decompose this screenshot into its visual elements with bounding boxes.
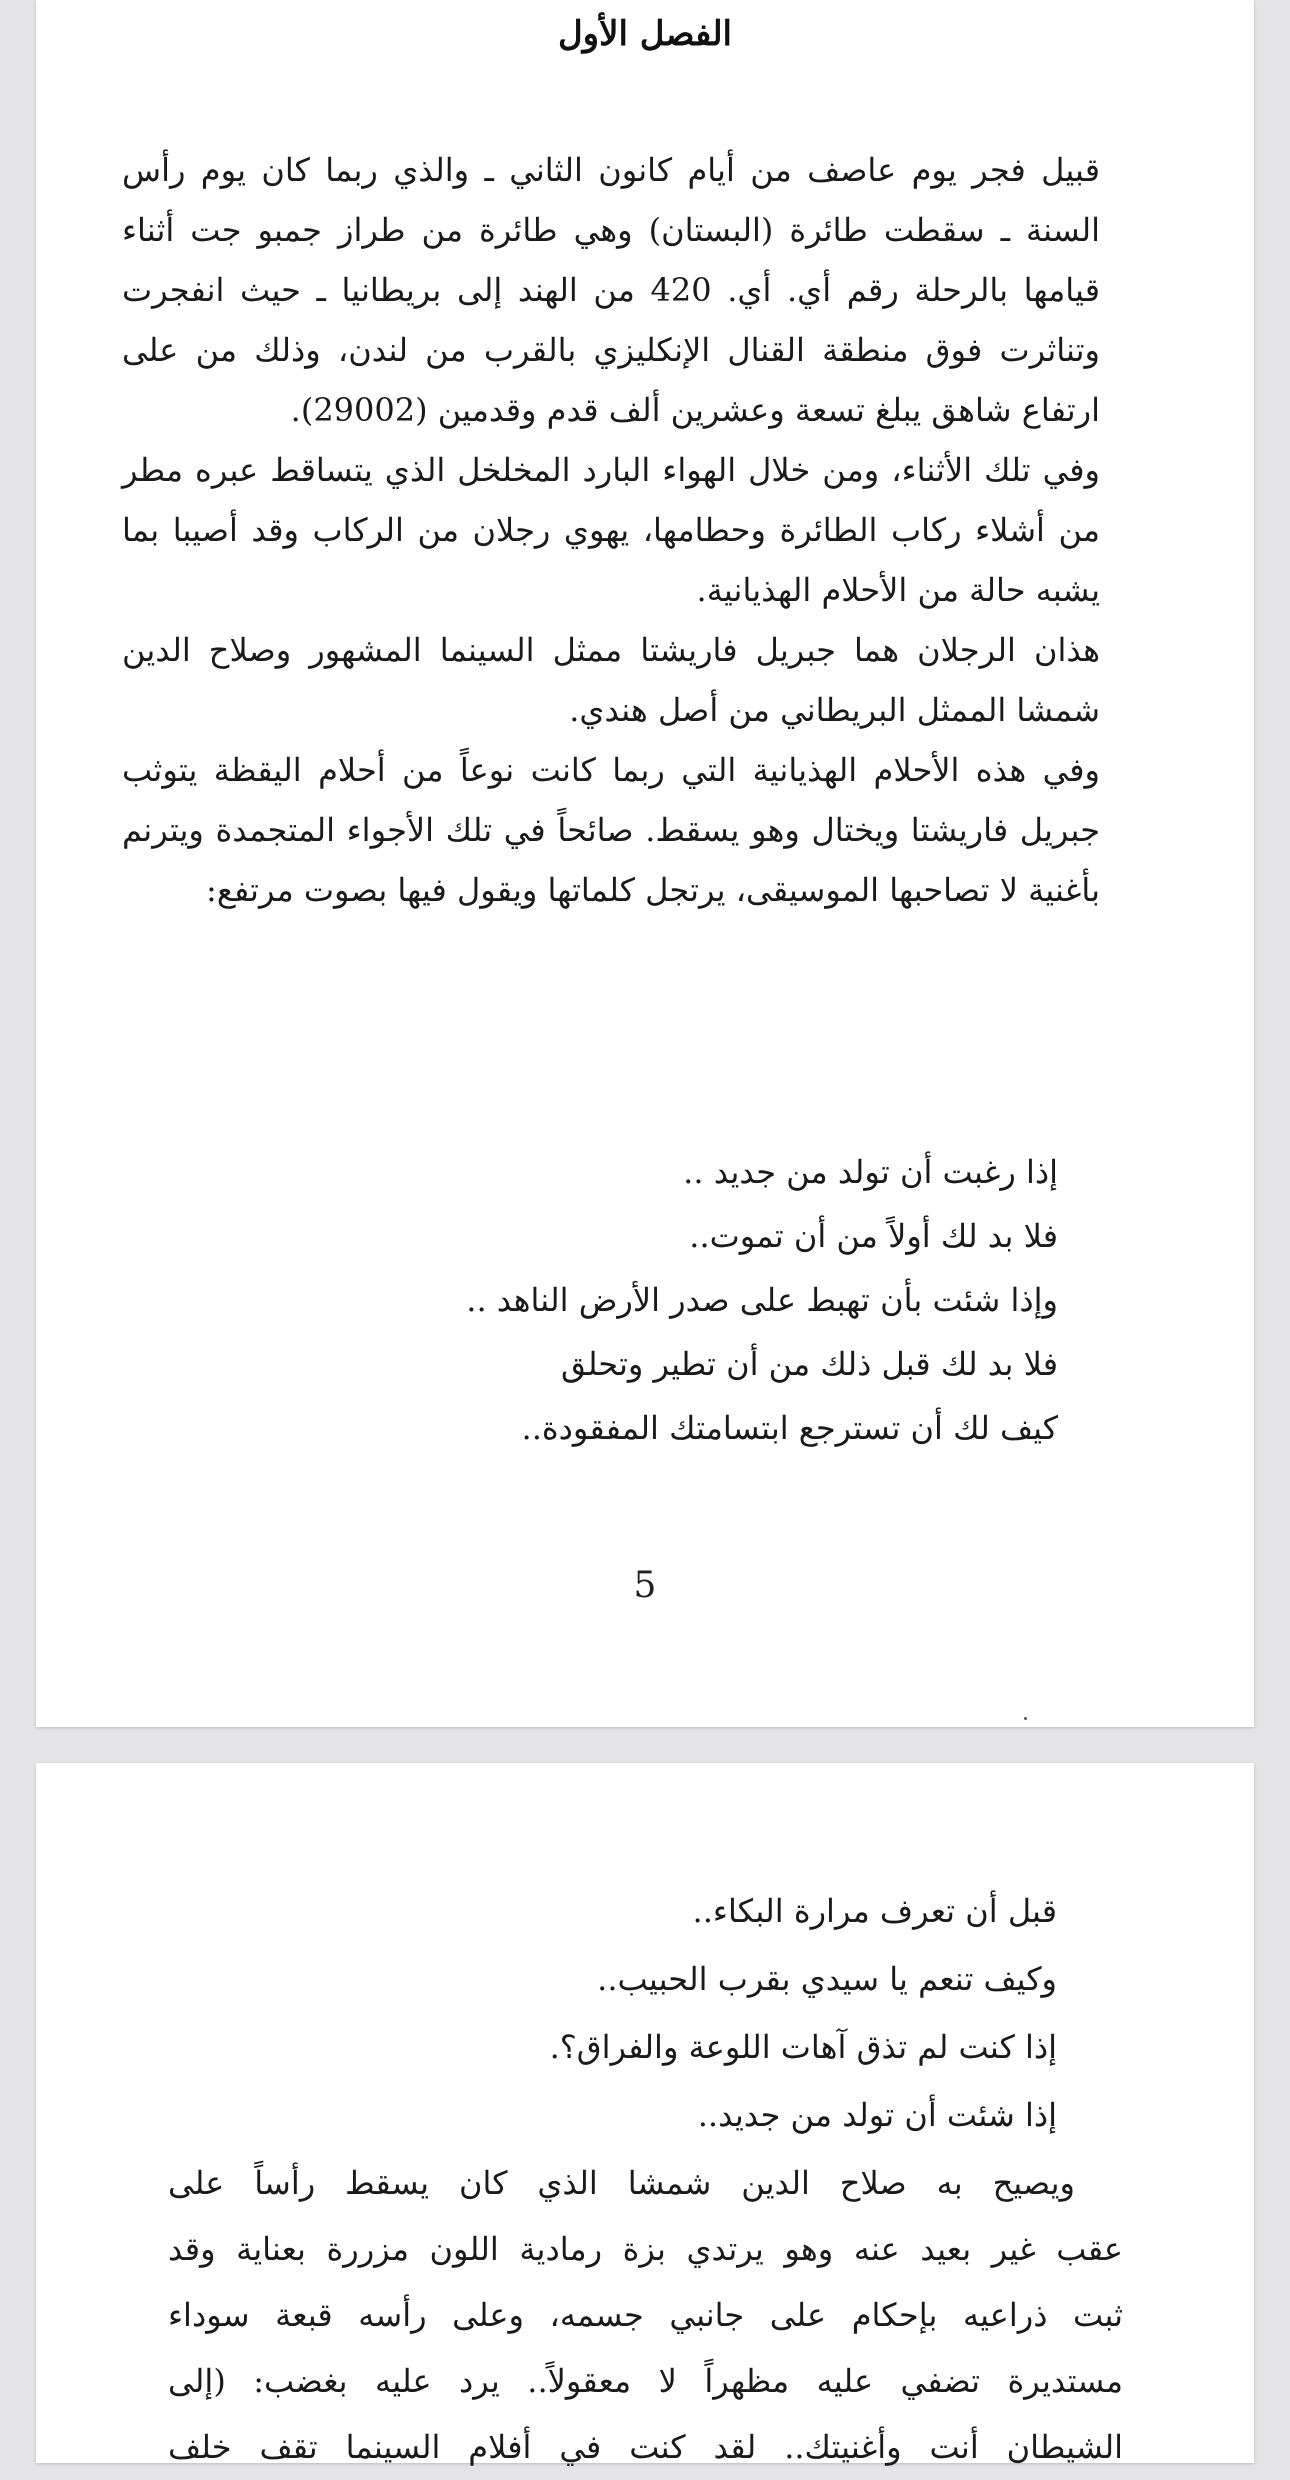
page-1-body — [122, 140, 1100, 920]
page-number: 5 — [633, 1565, 657, 1606]
verse-line-9: إذا شئت أن تولد من جديد.. — [697, 2096, 1057, 2134]
verse-line-2: فلا بد لك أولاً من أن تموت.. — [689, 1217, 1058, 1255]
page-2-poem — [122, 1877, 1057, 2149]
verse-line-3: وإذا شئت بأن تهبط على صدر الأرض الناهد .. — [466, 1281, 1058, 1319]
page-1-poem — [122, 1140, 1058, 1460]
verse-line-5: كيف لك أن تسترجع ابتسامتك المفقودة.. — [521, 1409, 1058, 1447]
paragraph-1: قبيل فجر يوم عاصف من أيام كانون الثاني ـ والذي ربما كان يوم رأس السنة ـ سقطت طائرة (البستان) وهي طائرة من طراز جمبو جت أثناء قيامها بالرحلة رقم أي. أي. 420 من الهند إلى بريطانيا ـ حيث انفجرت وتناثرت فوق منطقة القنال الإنكليزي بالقرب من لندن، وذلك من على ارتفاع شاهق يبلغ تسعة وعشرين ألف قدم وقدمين (29002). — [122, 151, 1101, 429]
paragraph-3: هذان الرجلان هما جبريل فاريشتا ممثل السينما المشهور وصلاح الدين شمشا الممثل البريطاني من أصل هندي. — [122, 631, 1101, 729]
verse-line-4: فلا بد لك قبل ذلك من أن تطير وتحلق — [561, 1345, 1058, 1383]
paragraph-2: وفي تلك الأثناء، ومن خلال الهواء البارد المخلخل الذي يتساقط عبره مطر من أشلاء ركاب الطائرة وحطامها، يهوي رجلان من الركاب وقد أصيبا بما يشبه حالة من الأحلام الهذيانية. — [122, 451, 1101, 609]
page-speck — [1024, 1717, 1027, 1720]
body-line-4: مستديرة تضفي عليه مظهراً لا معقولاً.. يرد عليه بغضب: (إلى — [168, 2362, 1124, 2400]
verse-line-1: إذا رغبت أن تولد من جديد .. — [683, 1153, 1058, 1191]
body-line-2: عقب غير بعيد عنه وهو يرتدي بزة رمادية اللون مزررة بعناية وقد — [168, 2230, 1124, 2268]
verse-line-6: قبل أن تعرف مرارة البكاء.. — [692, 1892, 1057, 1930]
chapter-title: الفصل الأول — [557, 14, 733, 54]
body-line-3: ثبت ذراعيه بإحكام على جانبي جسمه، وعلى رأسه قبعة سوداء — [168, 2296, 1123, 2334]
verse-line-8: إذا كنت لم تذق آهات اللوعة والفراق؟. — [549, 2028, 1057, 2066]
body-line-1: ويصيح به صلاح الدين شمشا الذي كان يسقط رأساً على — [168, 2164, 1075, 2202]
body-line-5: الشيطان أنت وأغنيتك.. لقد كنت في أفلام السينما تقف خلف — [168, 2428, 1124, 2466]
page-2-body — [168, 2150, 1123, 2480]
verse-line-7: وكيف تنعم يا سيدي بقرب الحبيب.. — [597, 1960, 1057, 1998]
paragraph-4: وفي هذه الأحلام الهذيانية التي ربما كانت نوعاً من أحلام اليقظة يتوثب جبريل فاريشتا ويختال وهو يسقط. صائحاً في تلك الأجواء المتجمدة ويترنم بأغنية لا تصاحبها الموسيقى، يرتجل كلماتها ويقول فيها بصوت مرتفع: — [122, 751, 1100, 909]
